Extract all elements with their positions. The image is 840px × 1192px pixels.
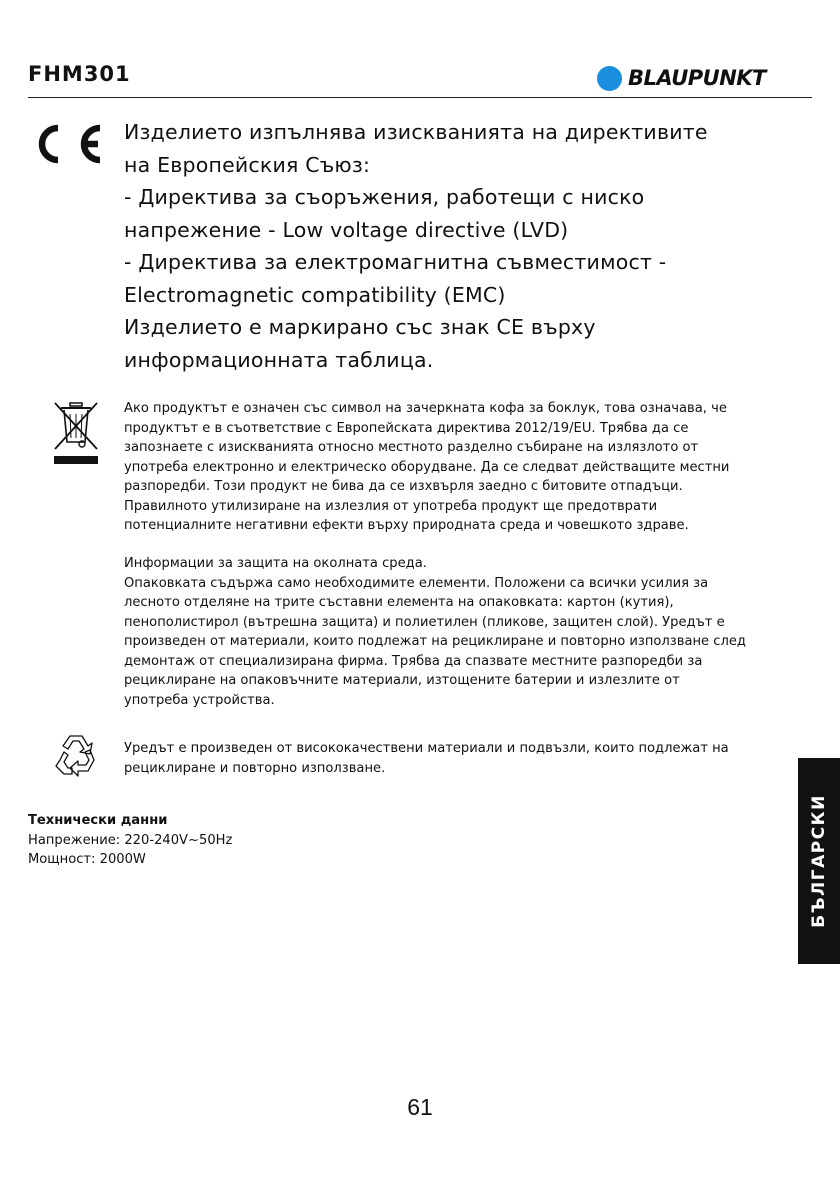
- ce-line: информационната таблица.: [124, 347, 434, 372]
- recycle-line: Уредът е произведен от висококачествени материали и подвъзли, които подлежат на: [124, 741, 729, 756]
- voltage-spec: Напрежение: 220-240V~50Hz: [28, 832, 233, 848]
- weee-line: употреба електронно и електрическо оборудване. Да се следват действащите местни: [124, 459, 730, 475]
- ce-line: Изделието изпълнява изискванията на директивите: [124, 120, 708, 144]
- env-line: демонтаж от специализирана фирма. Трябва да спазвате местните разпоредби за: [124, 653, 703, 669]
- recycling-text: [124, 739, 796, 778]
- weee-line: потенциалните негативни ефекти върху природната среда и човешкото здраве.: [124, 518, 689, 533]
- language-tab: [798, 758, 840, 964]
- power-spec: Мощност: 2000W: [28, 852, 146, 867]
- model-number: FHM301: [28, 62, 131, 86]
- ce-line: Electromagnetic compatibility (EMC): [124, 282, 506, 307]
- brand-logo: [597, 64, 766, 92]
- crossed-bin-icon: [52, 400, 100, 466]
- weee-line: Ако продуктът е означен със символ на зачеркната кофа за боклук, това означава, че: [124, 401, 727, 416]
- env-line: рециклиране на опаковъчните материали, изтощените батерии и излезлите от: [124, 673, 680, 688]
- weee-line: Правилното утилизиране на излезлия от употреба продукт ще предотврати: [124, 498, 658, 514]
- recycle-line: рециклиране и повторно използване.: [124, 760, 386, 776]
- ce-compliance-text: [124, 116, 804, 376]
- env-line: Информации за защита на околната среда.: [124, 556, 427, 571]
- page-number: 61: [407, 1094, 433, 1120]
- language-tab-label: БЪЛГАРСКИ: [809, 794, 830, 928]
- env-line: пенополистирол (вътрешна защита) и полиетилен (пликове, защитен слой). Уредът е: [124, 614, 725, 630]
- technical-data: [28, 811, 232, 870]
- weee-line: продуктът е в съответствие с Европейската директива 2012/19/EU. Трябва да се: [124, 420, 689, 436]
- brand-dot-icon: [597, 66, 622, 91]
- weee-disposal-text: [124, 399, 796, 536]
- technical-data-title: Технически данни: [28, 813, 168, 828]
- ce-line: - Директива за електромагнитна съвместимост -: [124, 250, 667, 274]
- ce-line: на Европейския Съюз:: [124, 152, 371, 177]
- recycle-icon: [52, 730, 102, 780]
- brand-name: BLAUPUNKT: [628, 66, 766, 90]
- environment-protection-text: [124, 554, 796, 710]
- weee-line: разпоредби. Този продукт не бива да се изхвърля заедно с битовите отпадъци.: [124, 479, 683, 494]
- env-line: лесното отделяне на трите съставни елемента на опаковката: картон (кутия),: [124, 595, 674, 610]
- ce-mark-icon: [28, 118, 108, 170]
- env-line: употреба устройства.: [124, 692, 275, 708]
- env-line: произведен от материали, които подлежат на рециклиране и повторно използване след: [124, 634, 746, 649]
- header-divider: [28, 97, 812, 98]
- ce-line: Изделието е маркирано със знак CE върху: [124, 315, 596, 339]
- weee-line: запознаете с изискванията относно местното разделно събиране на излязлото от: [124, 440, 699, 455]
- ce-line: - Директива за съоръжения, работещи с ниско: [124, 185, 645, 209]
- env-line: Опаковката съдържа само необходимите елементи. Положени са всички усилия за: [124, 575, 709, 591]
- ce-line: напрежение - Low voltage directive (LVD): [124, 217, 569, 242]
